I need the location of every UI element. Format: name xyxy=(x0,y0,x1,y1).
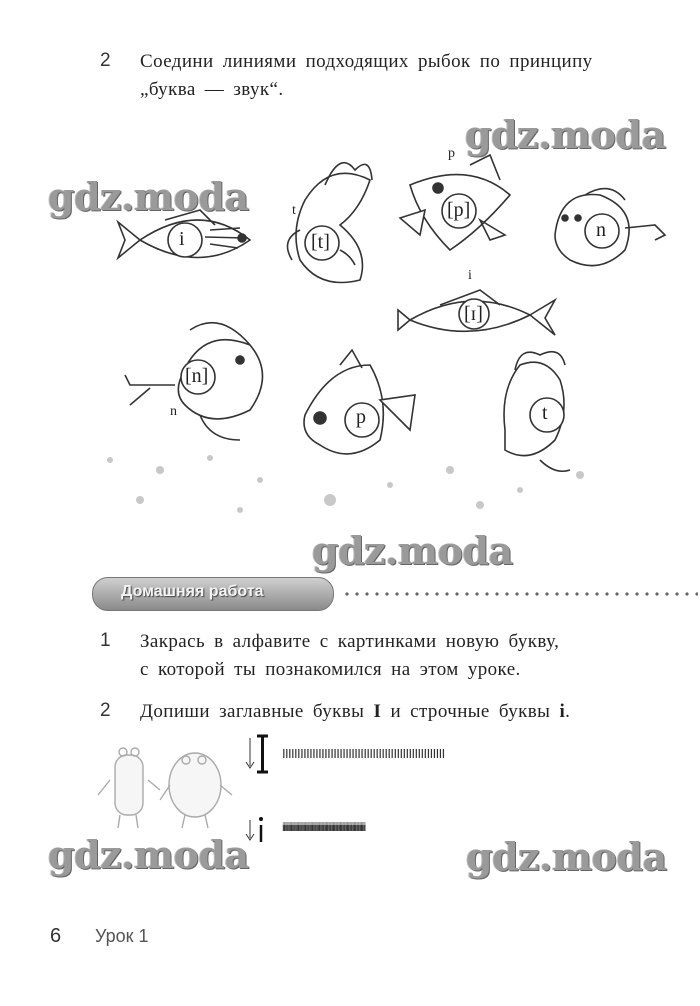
watermark: gdz.moda xyxy=(48,832,249,877)
fish-label: p xyxy=(356,406,366,428)
exercise-line-2: „буква — звук“. xyxy=(140,79,284,100)
homework-title: Домашняя работа xyxy=(121,583,264,600)
lesson-label: Урок 1 xyxy=(95,926,149,946)
task-2-text-end: . xyxy=(565,701,571,722)
exercise-instruction xyxy=(140,48,700,104)
fish-label: t xyxy=(542,402,548,424)
fish-label: [p] xyxy=(447,199,471,221)
fish-letter-n[interactable] xyxy=(555,189,665,266)
watermark: gdz.moda xyxy=(465,112,666,157)
task-2-capital: I xyxy=(373,701,382,722)
homework-task-number: 2 xyxy=(100,700,111,721)
fish-sound-t[interactable] xyxy=(288,163,373,283)
cartoon-letters-illustration xyxy=(90,740,240,835)
homework-task-2 xyxy=(140,698,570,726)
homework-banner xyxy=(92,577,334,611)
fish-mark: t xyxy=(292,203,296,218)
lowercase-i-sample-icon xyxy=(244,812,274,847)
task-2-lower: i xyxy=(559,701,566,722)
homework-task-1 xyxy=(140,628,559,684)
dotted-divider xyxy=(342,592,698,596)
fish-mark: p xyxy=(448,146,455,161)
fish-label: [n] xyxy=(185,365,209,387)
watermark: gdz.moda xyxy=(48,174,249,219)
homework-task-1-line-2: с которой ты познакомился на этом уроке. xyxy=(140,659,521,680)
fish-label: n xyxy=(596,219,606,241)
fish-label: i xyxy=(179,228,185,250)
fish-mark: n xyxy=(170,404,177,419)
homework-task-1-line-1: Закрась в алфавите с картинками новую букву, xyxy=(140,631,560,652)
exercise-number: 2 xyxy=(100,50,111,71)
watermark: gdz.moda xyxy=(466,834,667,879)
watermark: gdz.moda xyxy=(312,528,513,573)
task-2-text-start: Допиши заглавные буквы xyxy=(140,701,365,722)
capital-i-sample-icon xyxy=(244,732,274,777)
homework-task-number: 1 xyxy=(100,630,111,651)
fish-illustration xyxy=(0,140,700,540)
page-number: 6 xyxy=(50,925,62,947)
fish-label: [t] xyxy=(311,231,330,253)
fish-mark: i xyxy=(468,268,472,283)
exercise-line-1: Соедини линиями подходящих рыбок по принципу xyxy=(140,51,593,72)
fish-letter-p[interactable] xyxy=(304,350,415,454)
capital-i-writing-row[interactable]: IIIIIIIIIIIIIIIIIIIIIIIIIIIIIIIIIIIIIIIIIIIIIIIIIIIIII xyxy=(282,746,445,761)
fish-label: [ɪ] xyxy=(464,303,483,325)
task-2-text-mid: и строчные буквы xyxy=(390,701,551,722)
lowercase-i-writing-row[interactable]: iiiiiiiiiiiiiiiiiiiiiiiiiiiiiiiiiiiiiiiiiiiiiiiiiiiiiiiiiiiiiiiiiiiiiii xyxy=(282,820,365,834)
fish-letter-t[interactable] xyxy=(504,352,570,472)
